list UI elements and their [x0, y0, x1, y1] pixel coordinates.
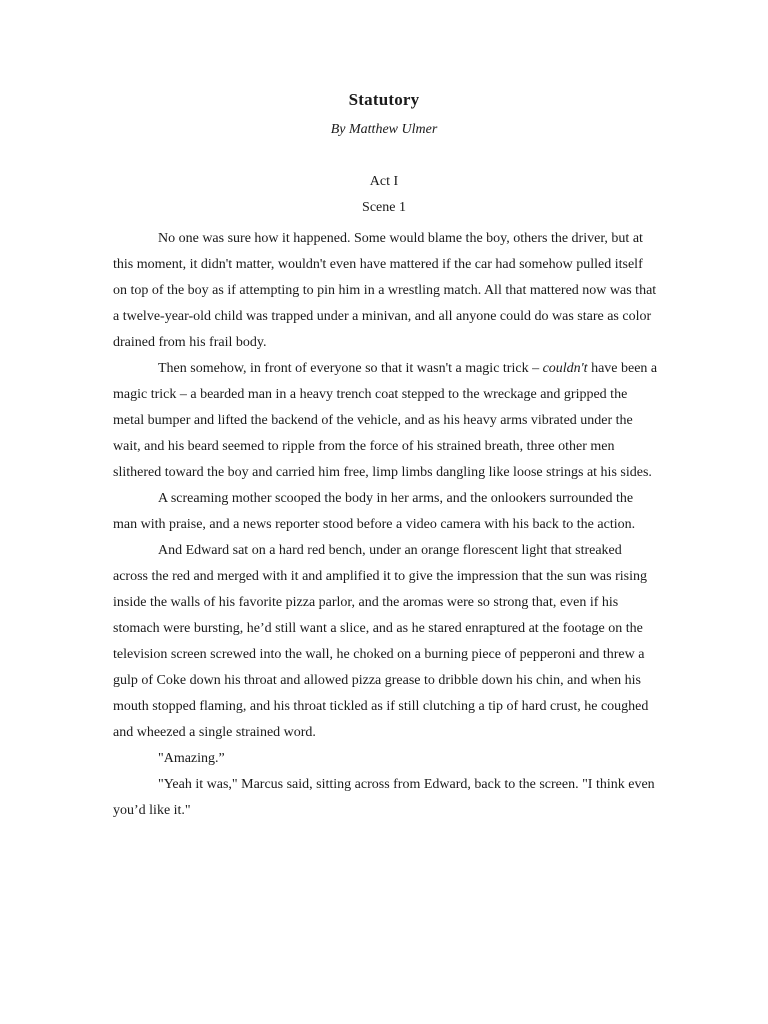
paragraph [113, 356, 658, 486]
story-body [113, 226, 658, 824]
paragraph: And Edward sat on a hard red bench, under an orange florescent light that streaked across the red and merged with it and amplified it to give the impression that the sun was rising inside the walls of his favorite pizza parlor, and the aromas were so strong that, even if his stomach were bursting, he’d still want a slice, and as he stared enraptured at the footage on the television screen screwed into the wall, he choked on a burning piece of pepperoni and threw a gulp of Coke down his throat and allowed pizza grease to dribble down his chin, and when his mouth stopped flaming, and his throat tickled as if still clutching a tip of hard crust, he coughed and wheezed a single strained word. [113, 543, 649, 740]
paragraph-text: have been a magic trick – a bearded man in a heavy trench coat stepped to the wreckage and gripped the metal bumper and lifted the backend of the vehicle, and as his heavy arms vibrated under the wait, and his beard seemed to ripple from the force of his strained breath, three other men slithered toward the boy and carried him free, limp limbs dangling like loose strings at his sides. [113, 361, 658, 480]
author-byline: By Matthew Ulmer [330, 122, 438, 137]
emphasized-word: couldn't [542, 361, 588, 376]
dialogue-line: "Amazing.” [158, 751, 225, 766]
paragraph-text: Then somehow, in front of everyone so that it wasn't a magic trick – [158, 361, 543, 376]
paragraph: A screaming mother scooped the body in her arms, and the onlookers surrounded the man with praise, and a news reporter stood before a video camera with his back to the action. [113, 491, 636, 532]
document-title: Statutory [348, 90, 420, 109]
act-heading: Act I [369, 174, 399, 189]
dialogue-line: "Yeah it was," Marcus said, sitting across from Edward, back to the screen. "I think even you’d like it." [113, 777, 655, 818]
paragraph: No one was sure how it happened. Some would blame the boy, others the driver, but at this moment, it didn't matter, wouldn't even have mattered if the car had somehow pulled itself on top of the boy as if attempting to pin him in a wrestling match. All that mattered now was that a twelve-year-old child was trapped under a minivan, and all anyone could do was stare as color drained from his frail body. [113, 231, 657, 350]
scene-heading: Scene 1 [362, 200, 406, 215]
